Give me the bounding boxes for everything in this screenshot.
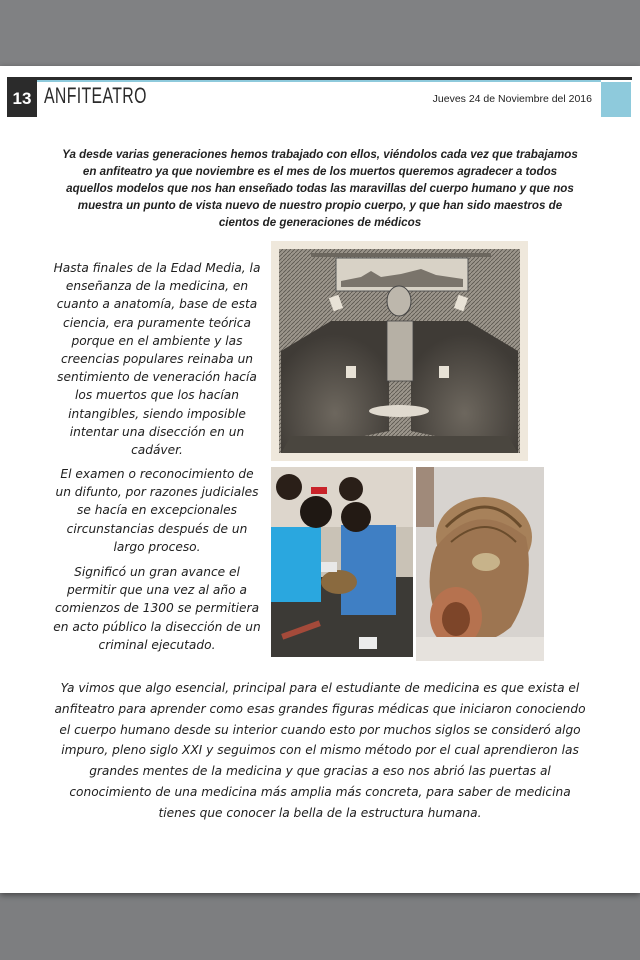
viewer-top-bar	[0, 0, 640, 66]
anatomical-theatre-engraving	[271, 241, 528, 461]
paragraph-text: Significó un gran avance el permitir que una vez al año a comienzos de 1300 se permitiera en acto público la disección de un criminal ejecutado.	[53, 565, 261, 652]
page-number: 13	[7, 79, 37, 117]
anatomical-specimen-photo	[416, 467, 544, 661]
magazine-page	[0, 66, 640, 893]
body-paragraph-1	[52, 259, 262, 459]
header-accent-box	[601, 82, 631, 117]
closing-paragraph: Ya vimos que algo esencial, principal para el estudiante de medicina es que exista el anfiteatro para aprender como esas grandes figuras médicas que iniciaron conociendo el cuerpo humano desde su interior cuando esto por muchos siglos se consideró algo impuro, pleno siglo XXI y seguimos con el mismo método por el cual aprendieron las grandes mentes de la medicina y que gracias a eso nos abrió las puertas al conocimiento de una medicina más amplia más concreta, para saber de medicina tienes que conocer la bella de la estructura humana.	[54, 681, 586, 820]
section-title: ANFITEATRO	[44, 83, 147, 108]
header-rule-blue	[37, 80, 601, 82]
intro-paragraph: Ya desde varias generaciones hemos trabajado con ellos, viéndolos cada vez que trabajamos en anfiteatro ya que noviembre es el mes de los muertos queremos agradecer a todos aquellos modelos que nos han enseñado todas las maravillas del cuerpo humano y que nos muestra un punto de vista nuevo de nuestro propio cuerpo, y que han sido maestros de cientos de generaciones de médicos	[62, 148, 578, 229]
paragraph-text: El examen o reconocimiento de un difunto, por razones judiciales se hacía en excepcionales circunstancias después de un largo proceso.	[55, 467, 259, 554]
issue-date: Jueves 24 de Noviembre del 2016	[432, 93, 592, 105]
paragraph-text: Hasta finales de la Edad Media, la enseñanza de la medicina, en cuanto a anatomía, base de esta ciencia, era puramente teórica porque en el ambiente y las creencias populares reinaba un sentimiento de veneración hacía los muertos que los hacían intangibles, siendo imposible intentar una disección en un cadáver.	[53, 261, 261, 458]
body-paragraph-2	[52, 465, 262, 556]
body-paragraph-3	[52, 563, 262, 654]
students-dissection-photo	[271, 467, 413, 657]
